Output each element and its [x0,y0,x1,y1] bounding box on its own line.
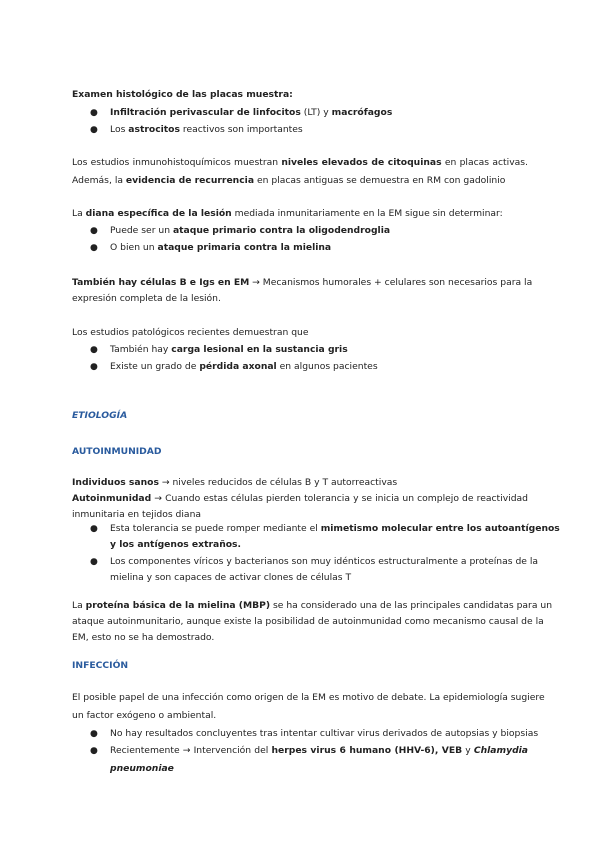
paragraph-line: expresión completa de la lesión. [72,293,221,304]
paragraph-line: La proteína básica de la mielina (MBP) se ha considerado una de las principales candidatas para un [72,600,553,611]
paragraph-line: inmunitaria en tejidos diana [72,509,202,520]
paragraph-line: Además, la evidencia de recurrencia en placas antiguas se demuestra en RM con gadolinio [72,175,506,186]
section-heading-infeccion: INFECCIÓN [72,660,129,671]
paragraph-line: un factor exógeno o ambiental. [72,710,217,721]
bullet-icon: ● [90,729,98,739]
paragraph-line: Individuos sanos → niveles reducidos de células B y T autorreactivas [72,477,398,488]
bullet-icon: ● [90,557,98,567]
section-heading-etiologia: ETIOLOGÍA [72,410,128,421]
paragraph-line: EM, esto no se ha demostrado. [72,632,215,643]
paragraph-line: Autoinmunidad → Cuando estas células pierden tolerancia y se inicia un complejo de reactividad [72,493,528,504]
bullet-icon: ● [90,226,98,236]
bullet-icon: ● [90,243,98,253]
paragraph-line: ataque autoinmunitario, aunque existe la posibilidad de autoinmunidad como mecanismo causal de la [72,616,544,627]
paragraph-line: La diana específica de la lesión mediada inmunitariamente en la EM sigue sin determinar: [72,208,503,219]
histology-heading: Examen histológico de las placas muestra: [72,89,293,100]
bullet-icon: ● [90,524,98,534]
bullet-icon: ● [90,362,98,372]
bullet-icon: ● [90,125,98,135]
paragraph-line: Los estudios inmunohistoquímicos muestran niveles elevados de citoquinas en placas activas. [72,157,528,168]
section-heading-autoinmunidad: AUTOINMUNIDAD [72,446,162,457]
bullet-icon: ● [90,746,98,756]
bullet-icon: ● [90,345,98,355]
paragraph-line: Los estudios patológicos recientes demuestran que [72,327,309,338]
bullet-icon: ● [90,108,98,118]
paragraph-line: El posible papel de una infección como origen de la EM es motivo de debate. La epidemiología sugiere [72,692,545,703]
paragraph-line: También hay células B e Igs en EM → Mecanismos humorales + celulares son necesarios para la [72,277,533,288]
